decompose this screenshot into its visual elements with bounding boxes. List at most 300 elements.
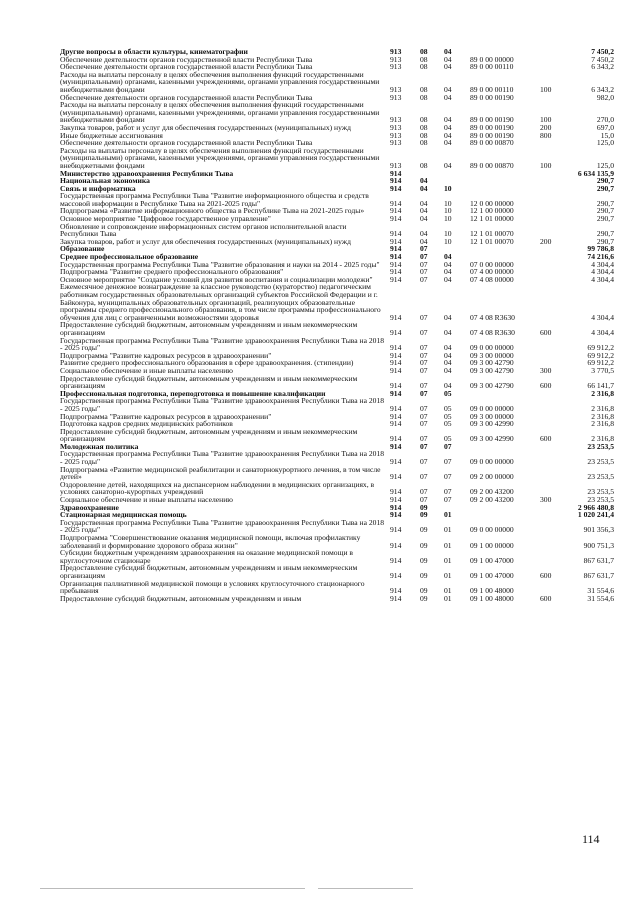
cell-section: 07 <box>420 327 428 337</box>
cell-amount: 6 634 135,9 <box>577 168 614 178</box>
page-number: 114 <box>582 832 600 846</box>
cell-amount: 31 554,6 <box>587 593 614 603</box>
cell-subsection: 04 <box>444 160 452 170</box>
cell-subsection: 04 <box>444 47 452 56</box>
cell-name: Стационарная медицинская помощь <box>60 510 187 520</box>
cell-amount: 23 253,5 <box>587 457 614 467</box>
cell-name: Обновление и сопровождение информационных систем органов исполнительной власти Республики Тыва <box>60 221 347 239</box>
cell-subsection: 10 <box>444 229 452 239</box>
cell-name: Здравоохранение <box>60 502 119 512</box>
cell-target: 09 3 00 00000 <box>470 350 514 360</box>
cell-subsection: 04 <box>444 267 452 277</box>
cell-name: Среднее профессиональное образование <box>60 252 199 262</box>
footer-line-right <box>318 888 413 889</box>
cell-ministry: 914 <box>390 457 402 467</box>
cell-name: Обеспечение деятельности органов государственной власти Республики Тыва <box>60 92 313 102</box>
cell-amount: 901 356,3 <box>583 525 614 535</box>
table-row <box>60 549 614 564</box>
cell-amount: 270,0 <box>596 115 614 125</box>
cell-subsection: 10 <box>444 214 452 224</box>
cell-ministry: 914 <box>390 168 402 178</box>
cell-name: Молодежная политика <box>60 441 139 451</box>
cell-section: 07 <box>420 441 428 451</box>
cell-exptype <box>540 413 564 421</box>
cell-ministry: 914 <box>390 312 402 322</box>
cell-name: Подпрограмма «Развитие информационного общества в Республике Тыва на 2021-2025 годы» <box>60 206 365 216</box>
cell-section: 08 <box>420 122 428 132</box>
cell-amount: 69 912,2 <box>587 350 614 360</box>
cell-target <box>470 170 540 178</box>
cell-exptype <box>540 48 564 56</box>
cell-ministry: 914 <box>390 403 402 413</box>
cell-name: Другие вопросы в области культуры, кинематографии <box>60 47 248 56</box>
cell-target: 09 2 00 43200 <box>470 495 514 505</box>
cell-name: Подготовка кадров средних медицинских работников <box>60 419 233 429</box>
cell-section: 08 <box>420 47 428 56</box>
cell-name: Государственная программа Республики Тыва "Развитие здравоохранения Республики Тыва на 2018 - 2025 годы" <box>60 449 385 467</box>
cell-amount: 1 020 241,4 <box>577 510 614 520</box>
cell-exptype <box>540 511 564 519</box>
cell-exptype <box>540 534 564 549</box>
cell-subsection: 05 <box>444 419 452 429</box>
cell-section: 07 <box>420 388 428 398</box>
cell-exptype: 100 <box>540 84 552 94</box>
cell-name: Обеспечение деятельности органов государственной власти Республики Тыва <box>60 62 313 72</box>
cell-subsection: 04 <box>444 115 452 125</box>
cell-target: 09 3 00 00000 <box>470 411 514 421</box>
table-row <box>60 283 614 321</box>
cell-target <box>470 185 540 193</box>
cell-name: Подпрограмма "Развитие кадровых ресурсов в здравоохранении" <box>60 411 272 421</box>
cell-ministry: 914 <box>390 502 402 512</box>
cell-ministry: 914 <box>390 525 402 535</box>
cell-subsection: 04 <box>444 274 452 284</box>
cell-subsection: 04 <box>444 138 452 148</box>
cell-ministry: 914 <box>390 259 402 269</box>
cell-target: 09 1 00 47000 <box>470 570 514 580</box>
cell-amount: 2 966 480,8 <box>577 502 614 512</box>
cell-target: 07 4 08 R3630 <box>470 327 515 337</box>
cell-name: Социальное обеспечение и иные выплаты населению <box>60 495 233 505</box>
table-row <box>60 375 614 390</box>
cell-subsection: 10 <box>444 183 452 193</box>
cell-section: 07 <box>420 343 428 353</box>
table-row <box>60 481 614 496</box>
table-row <box>60 192 614 207</box>
cell-ministry: 914 <box>390 441 402 451</box>
cell-subsection: 01 <box>444 593 452 603</box>
cell-target: 12 1 01 00070 <box>470 229 514 239</box>
cell-amount: 290,7 <box>596 214 614 224</box>
cell-section: 09 <box>420 586 428 596</box>
cell-exptype <box>540 94 564 102</box>
cell-subsection: 01 <box>444 586 452 596</box>
cell-amount: 2 316,8 <box>591 419 614 429</box>
cell-exptype <box>540 450 564 465</box>
table-row <box>60 397 614 412</box>
cell-subsection: 04 <box>444 350 452 360</box>
cell-ministry: 913 <box>390 115 402 125</box>
cell-name: Государственная программа Республики Тыва "Развитие здравоохранения Республики Тыва на 2018 - 2025 годы" <box>60 517 385 535</box>
table-row <box>60 177 614 185</box>
cell-section: 07 <box>420 259 428 269</box>
cell-name: Основное мероприятие "Создание условий для развития воспитания и социализации молодежи" <box>60 274 373 284</box>
cell-section: 09 <box>420 540 428 550</box>
cell-section: 09 <box>420 510 428 520</box>
budget-table-body <box>60 48 614 602</box>
cell-section: 04 <box>420 229 428 239</box>
cell-target: 09 1 00 48000 <box>470 593 514 603</box>
cell-exptype <box>540 192 564 207</box>
cell-exptype <box>540 139 564 147</box>
cell-section: 07 <box>420 274 428 284</box>
cell-name: Государственная программа Республики Тыва "Развитие здравоохранения Республики Тыва на 2018 - 2025 годы" <box>60 335 385 353</box>
cell-name: Закупка товаров, работ и услуг для обеспечения государственных (муниципальных) нужд <box>60 122 351 132</box>
table-row <box>60 321 614 336</box>
cell-exptype: 200 <box>540 122 552 132</box>
cell-exptype <box>540 549 564 564</box>
cell-amount: 23 253,5 <box>587 487 614 497</box>
cell-amount: 290,7 <box>596 236 614 246</box>
cell-ministry: 914 <box>390 236 402 246</box>
cell-section: 07 <box>420 457 428 467</box>
cell-subsection <box>444 170 470 178</box>
cell-subsection: 01 <box>444 540 452 550</box>
cell-ministry: 914 <box>390 388 402 398</box>
cell-target: 89 0 00 00870 <box>470 160 514 170</box>
cell-target <box>470 177 540 185</box>
cell-exptype: 600 <box>540 434 552 444</box>
cell-section: 08 <box>420 115 428 125</box>
cell-amount: 697,0 <box>596 122 614 132</box>
cell-ministry: 914 <box>390 381 402 391</box>
table-row <box>60 223 614 238</box>
table-row <box>60 337 614 352</box>
cell-section: 07 <box>420 472 428 482</box>
cell-name: Предоставление субсидий бюджетным, автономным учреждениям и иным некоммерческим организациям <box>60 320 358 337</box>
cell-exptype <box>540 283 564 321</box>
cell-name: Организация паллиативной медицинской помощи в условиях круглосуточного стационарного пребывания <box>60 578 365 596</box>
cell-subsection: 04 <box>444 343 452 353</box>
cell-name: Субсидии бюджетным учреждениям здравоохранения на оказание медицинской помощи в круглосуточном стационаре <box>60 548 353 565</box>
cell-exptype: 100 <box>540 160 552 170</box>
cell-target: 07 4 08 R3630 <box>470 312 515 322</box>
cell-target: 12 1 00 00000 <box>470 206 514 216</box>
cell-subsection: 04 <box>444 54 452 64</box>
cell-amount: 23 253,5 <box>587 441 614 451</box>
cell-amount: 290,7 <box>596 198 614 208</box>
cell-exptype <box>540 63 564 71</box>
cell-name: Связь и информатика <box>60 183 136 193</box>
table-row <box>60 496 614 504</box>
cell-target: 09 3 00 42790 <box>470 358 514 368</box>
cell-target: 89 0 00 00870 <box>470 138 514 148</box>
cell-section: 09 <box>420 525 428 535</box>
cell-amount: 31 554,6 <box>587 586 614 596</box>
cell-section: 07 <box>420 381 428 391</box>
cell-exptype <box>540 223 564 238</box>
cell-section: 07 <box>420 358 428 368</box>
cell-exptype: 600 <box>540 327 552 337</box>
cell-ministry: 914 <box>390 487 402 497</box>
cell-exptype <box>540 215 564 223</box>
cell-subsection: 05 <box>444 403 452 413</box>
cell-exptype <box>540 170 564 178</box>
cell-subsection: 07 <box>444 472 452 482</box>
cell-subsection: 01 <box>444 570 452 580</box>
cell-amount: 4 304,4 <box>591 312 614 322</box>
cell-amount: 2 316,8 <box>591 388 614 398</box>
cell-name: Социальное обеспечение и иные выплаты населению <box>60 365 233 375</box>
cell-ministry: 914 <box>390 365 402 375</box>
cell-exptype <box>540 390 564 398</box>
cell-subsection: 04 <box>444 122 452 132</box>
cell-subsection: 01 <box>444 555 452 565</box>
cell-name: Подпрограмма «Развитие медицинской реабилитации и санаторнокурортного лечения, в том числе детей» <box>60 464 381 482</box>
cell-amount: 4 304,4 <box>591 267 614 277</box>
cell-section: 08 <box>420 138 428 148</box>
cell-name: Государственная программа Республики Тыва "Развитие информационного общества и средств массовой информации в Республике Тыва на 2021-2025 годы" <box>60 191 369 208</box>
cell-ministry: 913 <box>390 62 402 72</box>
cell-amount: 6 343,2 <box>591 62 614 72</box>
cell-amount: 7 450,2 <box>591 47 614 56</box>
cell-name: Расходы на выплаты персоналу в целях обеспечения выполнения функций государственными (муниципальными) органами, казенными учреждениями, органами управления государственными внебюджетными фондами <box>60 100 380 125</box>
cell-amount: 6 343,2 <box>591 84 614 94</box>
cell-target: 09 0 00 00000 <box>470 457 514 467</box>
cell-ministry: 913 <box>390 130 402 140</box>
cell-name: Обеспечение деятельности органов государственной власти Республики Тыва <box>60 54 313 64</box>
cell-exptype <box>540 352 564 360</box>
cell-target: 12 1 01 00070 <box>470 236 514 246</box>
cell-ministry: 914 <box>390 343 402 353</box>
table-row <box>60 534 614 549</box>
cell-target: 09 3 00 42790 <box>470 381 514 391</box>
cell-section: 09 <box>420 555 428 565</box>
cell-section: 07 <box>420 403 428 413</box>
cell-name: Развитие среднего профессионального образования в сфере здравоохранения. (стипендии) <box>60 358 354 368</box>
cell-exptype: 600 <box>540 570 552 580</box>
cell-exptype: 300 <box>540 365 552 375</box>
cell-section: 09 <box>420 593 428 603</box>
cell-section: 08 <box>420 62 428 72</box>
cell-target: 09 1 00 00000 <box>470 540 514 550</box>
cell-name: Ежемесячное денежное вознаграждение за классное руководство (кураторство) педагогическим работникам государственных образовательных организаций субъектов Российской Федерации и г. Байконура, муниципальных образовательных организаций, реализующих образовательные программы среднего профессионального образования, в том числе программы профессионального обучения для лиц с ограниченными возможностями здоровья <box>60 282 381 322</box>
cell-ministry: 913 <box>390 47 402 56</box>
cell-ministry: 914 <box>390 214 402 224</box>
cell-ministry: 914 <box>390 510 402 520</box>
cell-ministry: 914 <box>390 495 402 505</box>
table-row <box>60 428 614 443</box>
cell-ministry: 914 <box>390 267 402 277</box>
cell-exptype <box>540 443 564 451</box>
cell-exptype: 600 <box>540 381 552 391</box>
cell-name: Подпрограмма "Совершенствование оказания медицинской помощи, включая профилактику заболеваний и формирование здорового образа жизни" <box>60 533 361 550</box>
cell-amount: 4 304,4 <box>591 274 614 284</box>
cell-section: 09 <box>420 570 428 580</box>
cell-exptype: 800 <box>540 130 552 140</box>
cell-exptype: 100 <box>540 115 552 125</box>
cell-section: 07 <box>420 252 428 262</box>
cell-name: Профессиональная подготовка, переподготовка и повышение квалификации <box>60 388 326 398</box>
cell-target: 07 4 08 00000 <box>470 274 514 284</box>
cell-subsection: 05 <box>444 434 452 444</box>
cell-subsection: 04 <box>444 381 452 391</box>
cell-subsection: 04 <box>444 62 452 72</box>
cell-section: 07 <box>420 411 428 421</box>
cell-target: 09 3 00 42990 <box>470 434 514 444</box>
cell-subsection: 01 <box>444 525 452 535</box>
cell-name: Министерство здравоохранения Республики Тыва <box>60 168 234 178</box>
cell-amount: 2 316,8 <box>591 434 614 444</box>
cell-subsection: 04 <box>444 259 452 269</box>
cell-exptype <box>540 207 564 215</box>
cell-ministry: 914 <box>390 252 402 262</box>
cell-section: 08 <box>420 92 428 102</box>
cell-name: Подпрограмма "Развитие кадровых ресурсов в здравоохранении" <box>60 350 272 360</box>
budget-table <box>60 48 614 602</box>
cell-target: 89 0 00 00190 <box>470 115 514 125</box>
cell-amount: 900 751,3 <box>583 540 614 550</box>
cell-name: Государственная программа Республики Тыва "Развитие здравоохранения Республики Тыва на 2018 - 2025 годы" <box>60 396 385 413</box>
table-row <box>60 466 614 481</box>
cell-target: 89 0 00 00190 <box>470 122 514 132</box>
cell-ministry: 913 <box>390 138 402 148</box>
cell-ministry: 913 <box>390 92 402 102</box>
cell-section: 07 <box>420 244 428 254</box>
cell-amount: 66 141,7 <box>587 381 614 391</box>
cell-subsection: 07 <box>444 441 452 451</box>
cell-subsection: 07 <box>444 487 452 497</box>
cell-target: 09 1 00 48000 <box>470 586 514 596</box>
table-row <box>60 238 614 246</box>
cell-target: 12 0 00 00000 <box>470 198 514 208</box>
cell-name: Предоставление субсидий бюджетным, автономным учреждениям и иным <box>60 593 302 603</box>
cell-ministry: 914 <box>390 472 402 482</box>
cell-target: 07 4 00 00000 <box>470 267 514 277</box>
cell-subsection: 10 <box>444 198 452 208</box>
cell-section: 04 <box>420 198 428 208</box>
cell-subsection: 04 <box>444 327 452 337</box>
cell-target: 12 1 01 00000 <box>470 214 514 224</box>
cell-name: Оздоровление детей, находящихся на диспансерном наблюдении в медицинских организациях, в условиях санаторно-курортных учреждений <box>60 479 375 497</box>
cell-subsection: 07 <box>444 457 452 467</box>
cell-amount: 23 253,5 <box>587 472 614 482</box>
cell-amount: 23 253,5 <box>587 495 614 505</box>
cell-subsection: 05 <box>444 411 452 421</box>
cell-subsection: 04 <box>444 312 452 322</box>
footer-line-left <box>40 888 305 889</box>
cell-ministry: 913 <box>390 160 402 170</box>
table-row <box>60 450 614 465</box>
cell-target: 09 1 00 47000 <box>470 555 514 565</box>
cell-name: Закупка товаров, работ и услуг для обеспечения государственных (муниципальных) нужд <box>60 236 351 246</box>
cell-target: 89 0 00 00110 <box>470 62 514 72</box>
cell-target: 89 0 00 00110 <box>470 84 514 94</box>
cell-section: 09 <box>420 502 428 512</box>
cell-exptype <box>540 504 564 512</box>
cell-amount: 4 304,4 <box>591 259 614 269</box>
cell-amount: 99 786,8 <box>587 244 614 254</box>
table-row <box>60 580 614 595</box>
table-row <box>60 564 614 579</box>
cell-section: 07 <box>420 495 428 505</box>
cell-section: 04 <box>420 183 428 193</box>
cell-amount: 4 304,4 <box>591 327 614 337</box>
cell-target <box>470 443 540 451</box>
cell-exptype <box>540 268 564 276</box>
cell-name: Подпрограмма "Развитие среднего профессионального образования" <box>60 267 284 277</box>
cell-target: 09 0 00 00000 <box>470 403 514 413</box>
cell-target: 07 0 00 00000 <box>470 259 514 269</box>
cell-amount: 290,7 <box>596 229 614 239</box>
cell-amount: 290,7 <box>596 176 614 186</box>
cell-exptype: 300 <box>540 495 552 505</box>
cell-ministry: 914 <box>390 555 402 565</box>
cell-exptype <box>540 276 564 284</box>
cell-amount: 74 216,6 <box>587 252 614 262</box>
cell-subsection: 07 <box>444 495 452 505</box>
cell-amount: 290,7 <box>596 183 614 193</box>
table-row <box>60 101 614 124</box>
cell-ministry: 914 <box>390 229 402 239</box>
cell-name: Иные бюджетные ассигнования <box>60 130 163 140</box>
cell-target: 09 3 00 42790 <box>470 365 514 375</box>
cell-subsection: 05 <box>444 388 452 398</box>
cell-section: 08 <box>420 84 428 94</box>
cell-ministry: 914 <box>390 540 402 550</box>
cell-section: 07 <box>420 350 428 360</box>
table-row <box>60 519 614 534</box>
cell-section: 07 <box>420 434 428 444</box>
cell-target <box>470 390 540 398</box>
cell-section: 04 <box>420 214 428 224</box>
cell-exptype <box>540 397 564 412</box>
cell-exptype <box>540 519 564 534</box>
cell-ministry: 914 <box>390 176 402 186</box>
cell-section: 07 <box>420 267 428 277</box>
cell-exptype <box>540 466 564 481</box>
cell-section: 04 <box>420 236 428 246</box>
cell-subsection: 10 <box>444 236 452 246</box>
cell-amount: 125,0 <box>596 138 614 148</box>
cell-amount: 867 631,7 <box>583 570 614 580</box>
cell-target: 09 0 00 00000 <box>470 525 514 535</box>
cell-section: 07 <box>420 312 428 322</box>
cell-ministry: 913 <box>390 84 402 94</box>
cell-ministry: 914 <box>390 358 402 368</box>
cell-subsection: 04 <box>444 92 452 102</box>
cell-section: 08 <box>420 160 428 170</box>
cell-exptype <box>540 420 564 428</box>
cell-ministry: 914 <box>390 183 402 193</box>
cell-name: Расходы на выплаты персоналу в целях обеспечения выполнения функций государственными (муниципальными) органами, казенными учреждениями, органами управления государственными внебюджетными фондами <box>60 69 380 94</box>
cell-amount: 125,0 <box>596 160 614 170</box>
cell-name: Предоставление субсидий бюджетным, автономным учреждениям и иным некоммерческим организациям <box>60 373 358 391</box>
cell-target: 89 0 00 00000 <box>470 54 514 64</box>
cell-name: Образование <box>60 244 105 254</box>
cell-section: 07 <box>420 419 428 429</box>
cell-ministry: 914 <box>390 327 402 337</box>
cell-ministry: 914 <box>390 206 402 216</box>
cell-name: Предоставление субсидий бюджетным, автономным учреждениям и иным некоммерческим организациям <box>60 563 358 580</box>
cell-amount: 867 631,7 <box>583 555 614 565</box>
cell-exptype <box>540 56 564 64</box>
cell-amount: 69 912,2 <box>587 343 614 353</box>
cell-section: 07 <box>420 365 428 375</box>
cell-target: 89 0 00 00190 <box>470 92 514 102</box>
cell-exptype <box>540 337 564 352</box>
cell-subsection: 04 <box>444 130 452 140</box>
